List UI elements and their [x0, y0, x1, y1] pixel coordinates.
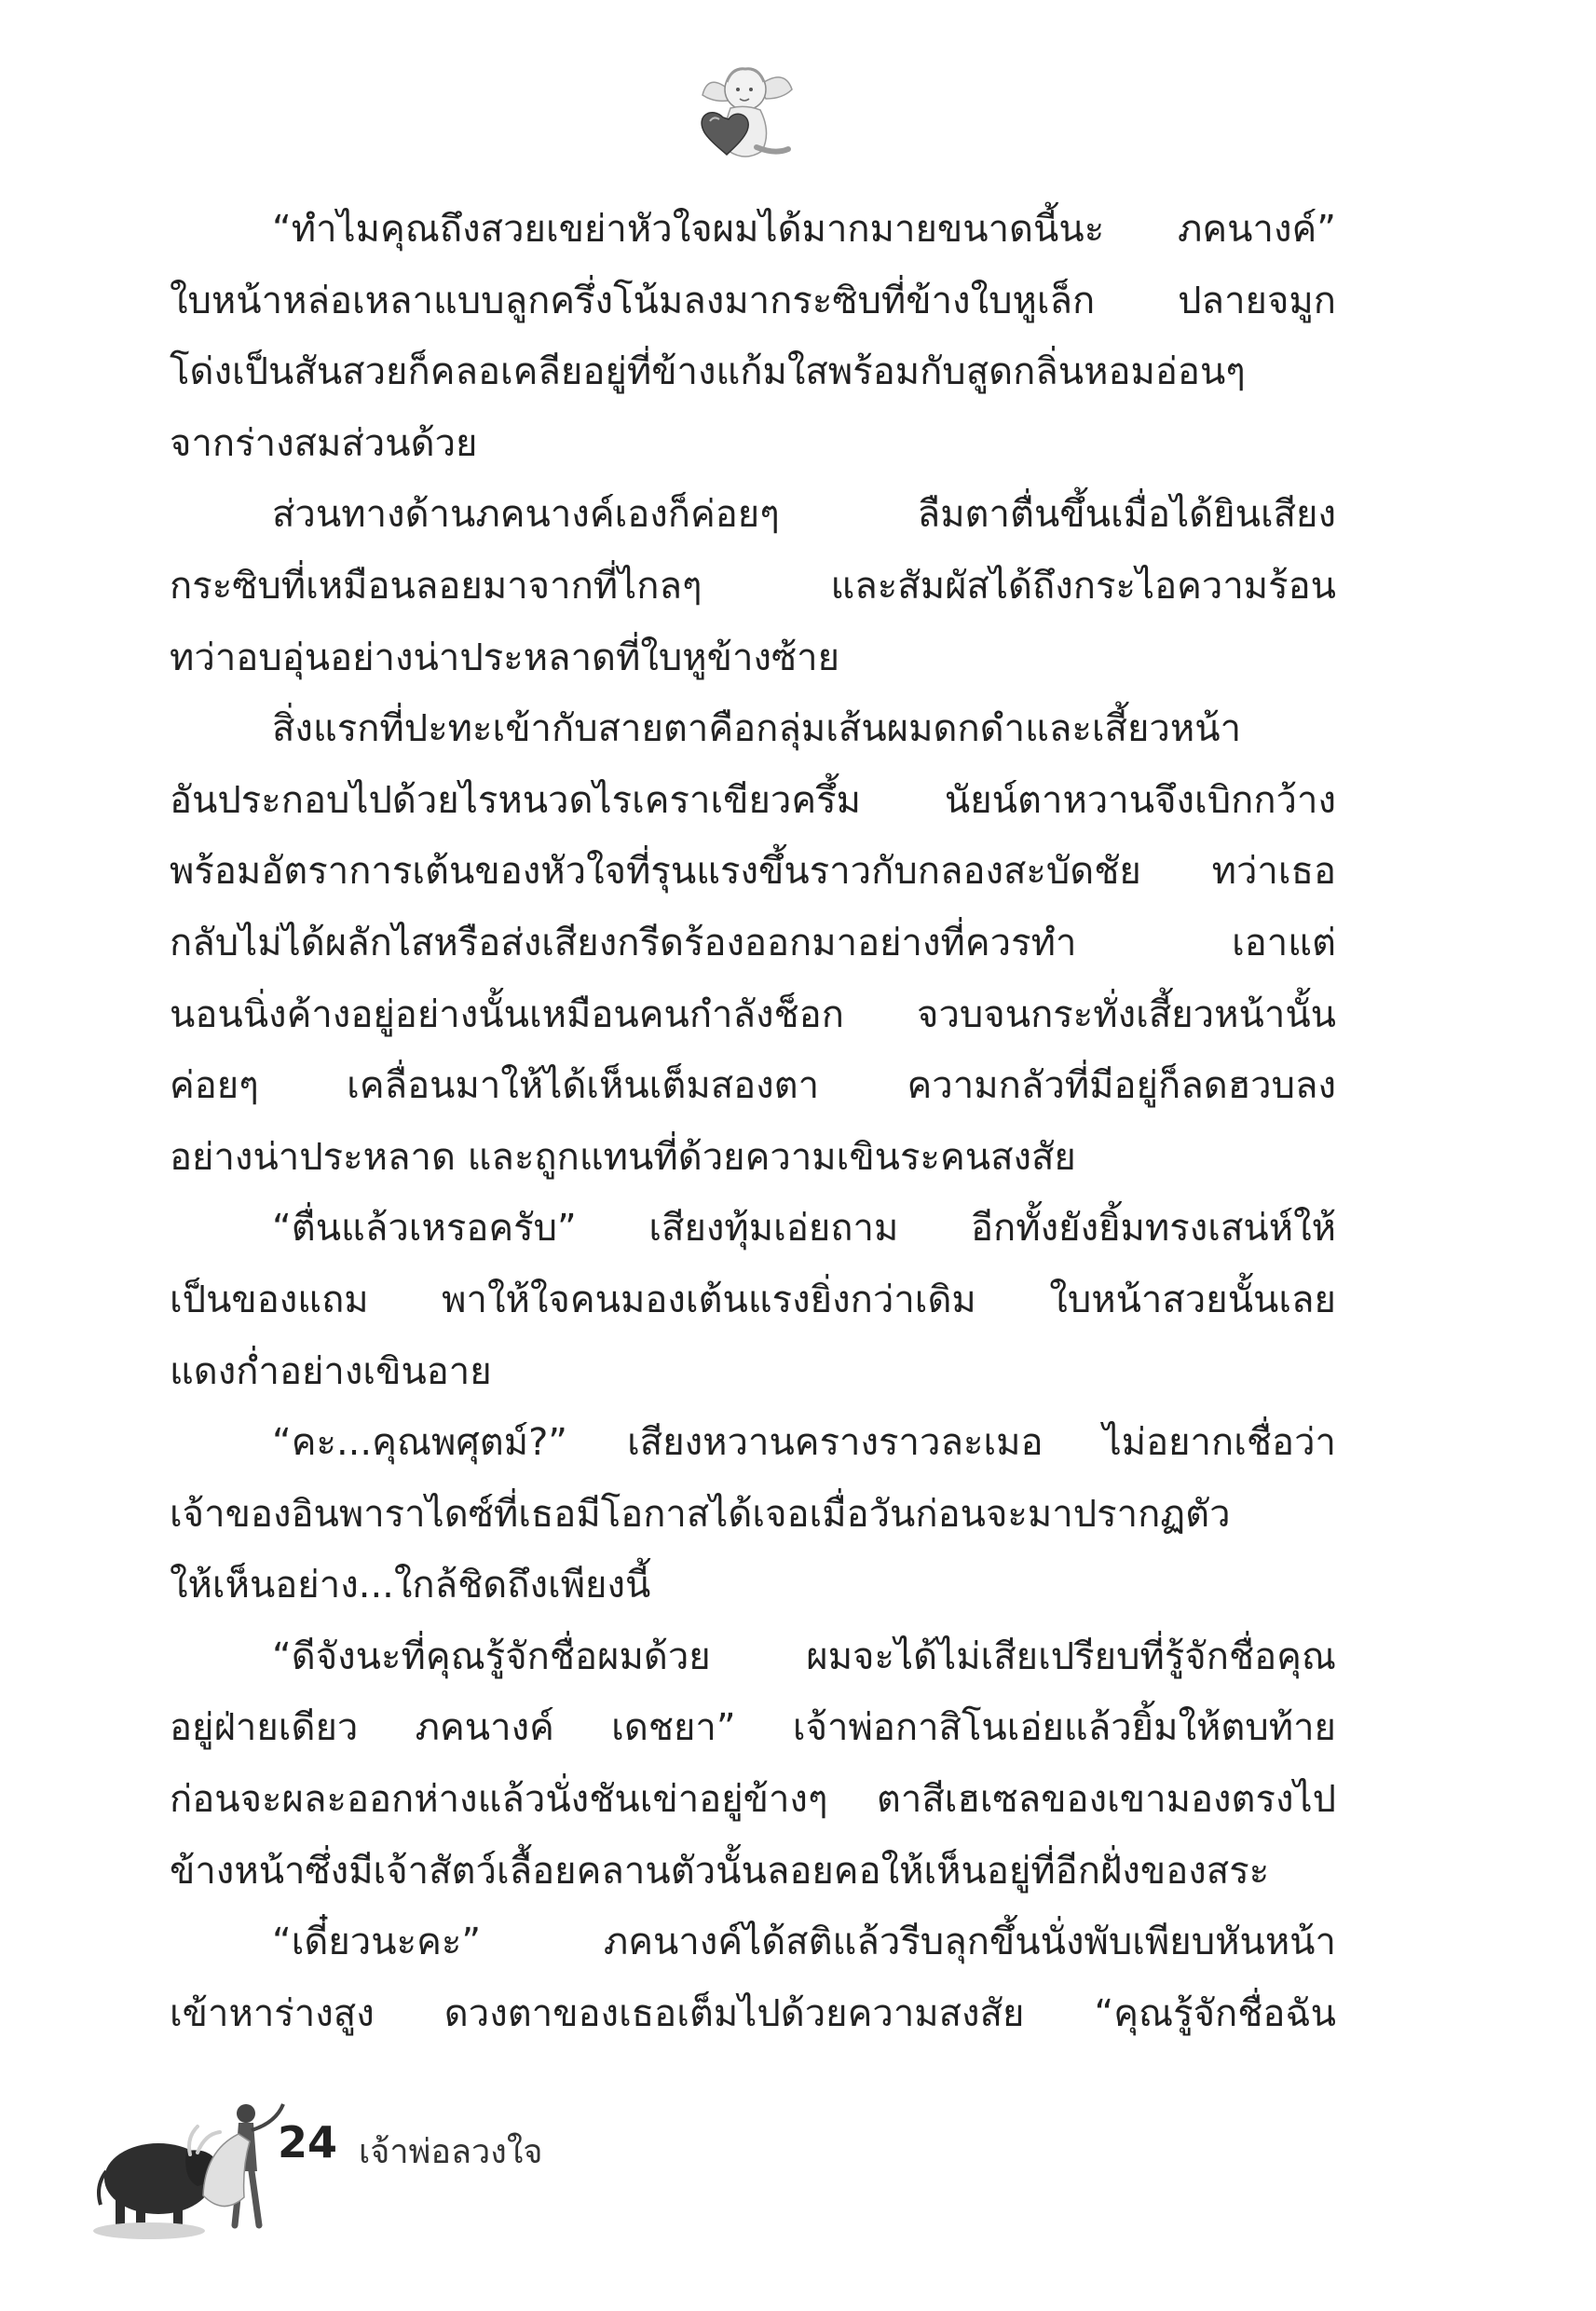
text-line: “เดี๋ยวนะคะ” ภคนางค์ได้สติแล้วรีบลุกขึ้นนั่งพับเพียบหันหน้า — [272, 1921, 1336, 1964]
text-line: ให้เห็นอย่าง...ใกล้ชิดถึงเพียงนี้ — [170, 1564, 651, 1607]
text-line: สิ่งแรกที่ปะทะเข้ากับสายตาคือกลุ่มเส้นผมดกดำและเสี้ยวหน้า — [272, 707, 1242, 751]
text-line: “ดีจังนะที่คุณรู้จักชื่อผมด้วย ผมจะได้ไม่เสียเปรียบที่รู้จักชื่อคุณ — [272, 1634, 1336, 1678]
text-line: นอนนิ่งค้างอยู่อย่างนั้นเหมือนคนกำลังช็อก จวบจนกระทั่งเสี้ยวหน้านั้น — [170, 992, 1336, 1036]
text-line: โด่งเป็นสันสวยก็คลอเคลียอยู่ที่ข้างแก้มใสพร้อมกับสูดกลิ่นหอมอ่อนๆ — [170, 350, 1246, 394]
text-line: ทว่าอบอุ่นอย่างน่าประหลาดที่ใบหูข้างซ้าย — [170, 636, 840, 679]
text-line: ค่อยๆ เคลื่อนมาให้ได้เห็นเต็มสองตา ความกลัวที่มีอยู่ก็ลดฮวบลง — [170, 1064, 1336, 1108]
text-line: แดงก่ำอย่างเขินอาย — [170, 1349, 492, 1393]
text-line: อยู่ฝ่ายเดียว ภคนางค์ เดชยา” เจ้าพ่อกาสิโนเอ่ยแล้วยิ้มให้ตบท้าย — [170, 1706, 1336, 1750]
text-line: “ตื่นแล้วเหรอครับ” เสียงทุ้มเอ่ยถาม อีกทั้งยังยิ้มทรงเสน่ห์ให้ — [272, 1207, 1336, 1251]
cupid-with-heart-icon — [691, 58, 803, 170]
text-line: กระซิบที่เหมือนลอยมาจากที่ไกลๆ และสัมผัสได้ถึงกระไอความร้อน — [170, 564, 1336, 608]
text-line: เข้าหาร่างสูง ดวงตาของเธอเต็มไปด้วยความสงสัย “คุณรู้จักชื่อฉัน — [170, 1991, 1336, 2035]
text-line: เจ้าของอินพาราไดซ์ที่เธอมีโอกาสได้เจอเมื่อวันก่อนจะมาปรากฏตัว — [170, 1492, 1231, 1536]
text-line: กลับไม่ได้ผลักไสหรือส่งเสียงกรีดร้องออกมาอย่างที่ควรทำ เอาแต่ — [170, 921, 1336, 964]
text-line: “คะ...คุณพศุตม์?” เสียงหวานครางราวละเมอ ไม่อยากเชื่อว่า — [272, 1421, 1336, 1465]
text-line: พร้อมอัตราการเต้นของหัวใจที่รุนแรงขึ้นราวกับกลองสะบัดชัย ทว่าเธอ — [170, 850, 1336, 894]
text-line: ข้างหน้าซึ่งมีเจ้าสัตว์เลื้อยคลานตัวนั้นลอยคอให้เห็นอยู่ที่อีกฝั่งของสระ — [170, 1849, 1270, 1893]
body-text — [170, 194, 1336, 2049]
page-number: 24 — [278, 2117, 338, 2167]
text-line: ก่อนจะผละออกห่างแล้วนั่งชันเข่าอยู่ข้างๆ ตาสีเฮเซลของเขามองตรงไป — [170, 1778, 1336, 1822]
text-line: “ทำไมคุณถึงสวยเขย่าหัวใจผมได้มากมายขนาดนี้นะ ภคนางค์” — [272, 208, 1336, 251]
text-line: เป็นของแถม พาให้ใจคนมองเต้นแรงยิ่งกว่าเดิม ใบหน้าสวยนั้นเลย — [170, 1278, 1336, 1321]
text-line: ใบหน้าหล่อเหลาแบบลูกครึ่งโน้มลงมากระซิบที่ข้างใบหูเล็ก ปลายจมูก — [170, 279, 1336, 322]
matador-and-bull-icon — [93, 2085, 289, 2244]
book-title: เจ้าพ่อลวงใจ — [359, 2133, 543, 2171]
text-line: อย่างน่าประหลาด และถูกแทนที่ด้วยความเขินระคนสงสัย — [170, 1135, 1076, 1179]
text-line: อันประกอบไปด้วยไรหนวดไรเคราเขียวครึ้ม นัยน์ตาหวานจึงเบิกกว้าง — [170, 778, 1336, 822]
text-line: ส่วนทางด้านภคนางค์เองก็ค่อยๆ ลืมตาตื่นขึ้นเมื่อได้ยินเสียง — [272, 493, 1336, 537]
text-line: จากร่างสมส่วนด้วย — [170, 421, 478, 465]
